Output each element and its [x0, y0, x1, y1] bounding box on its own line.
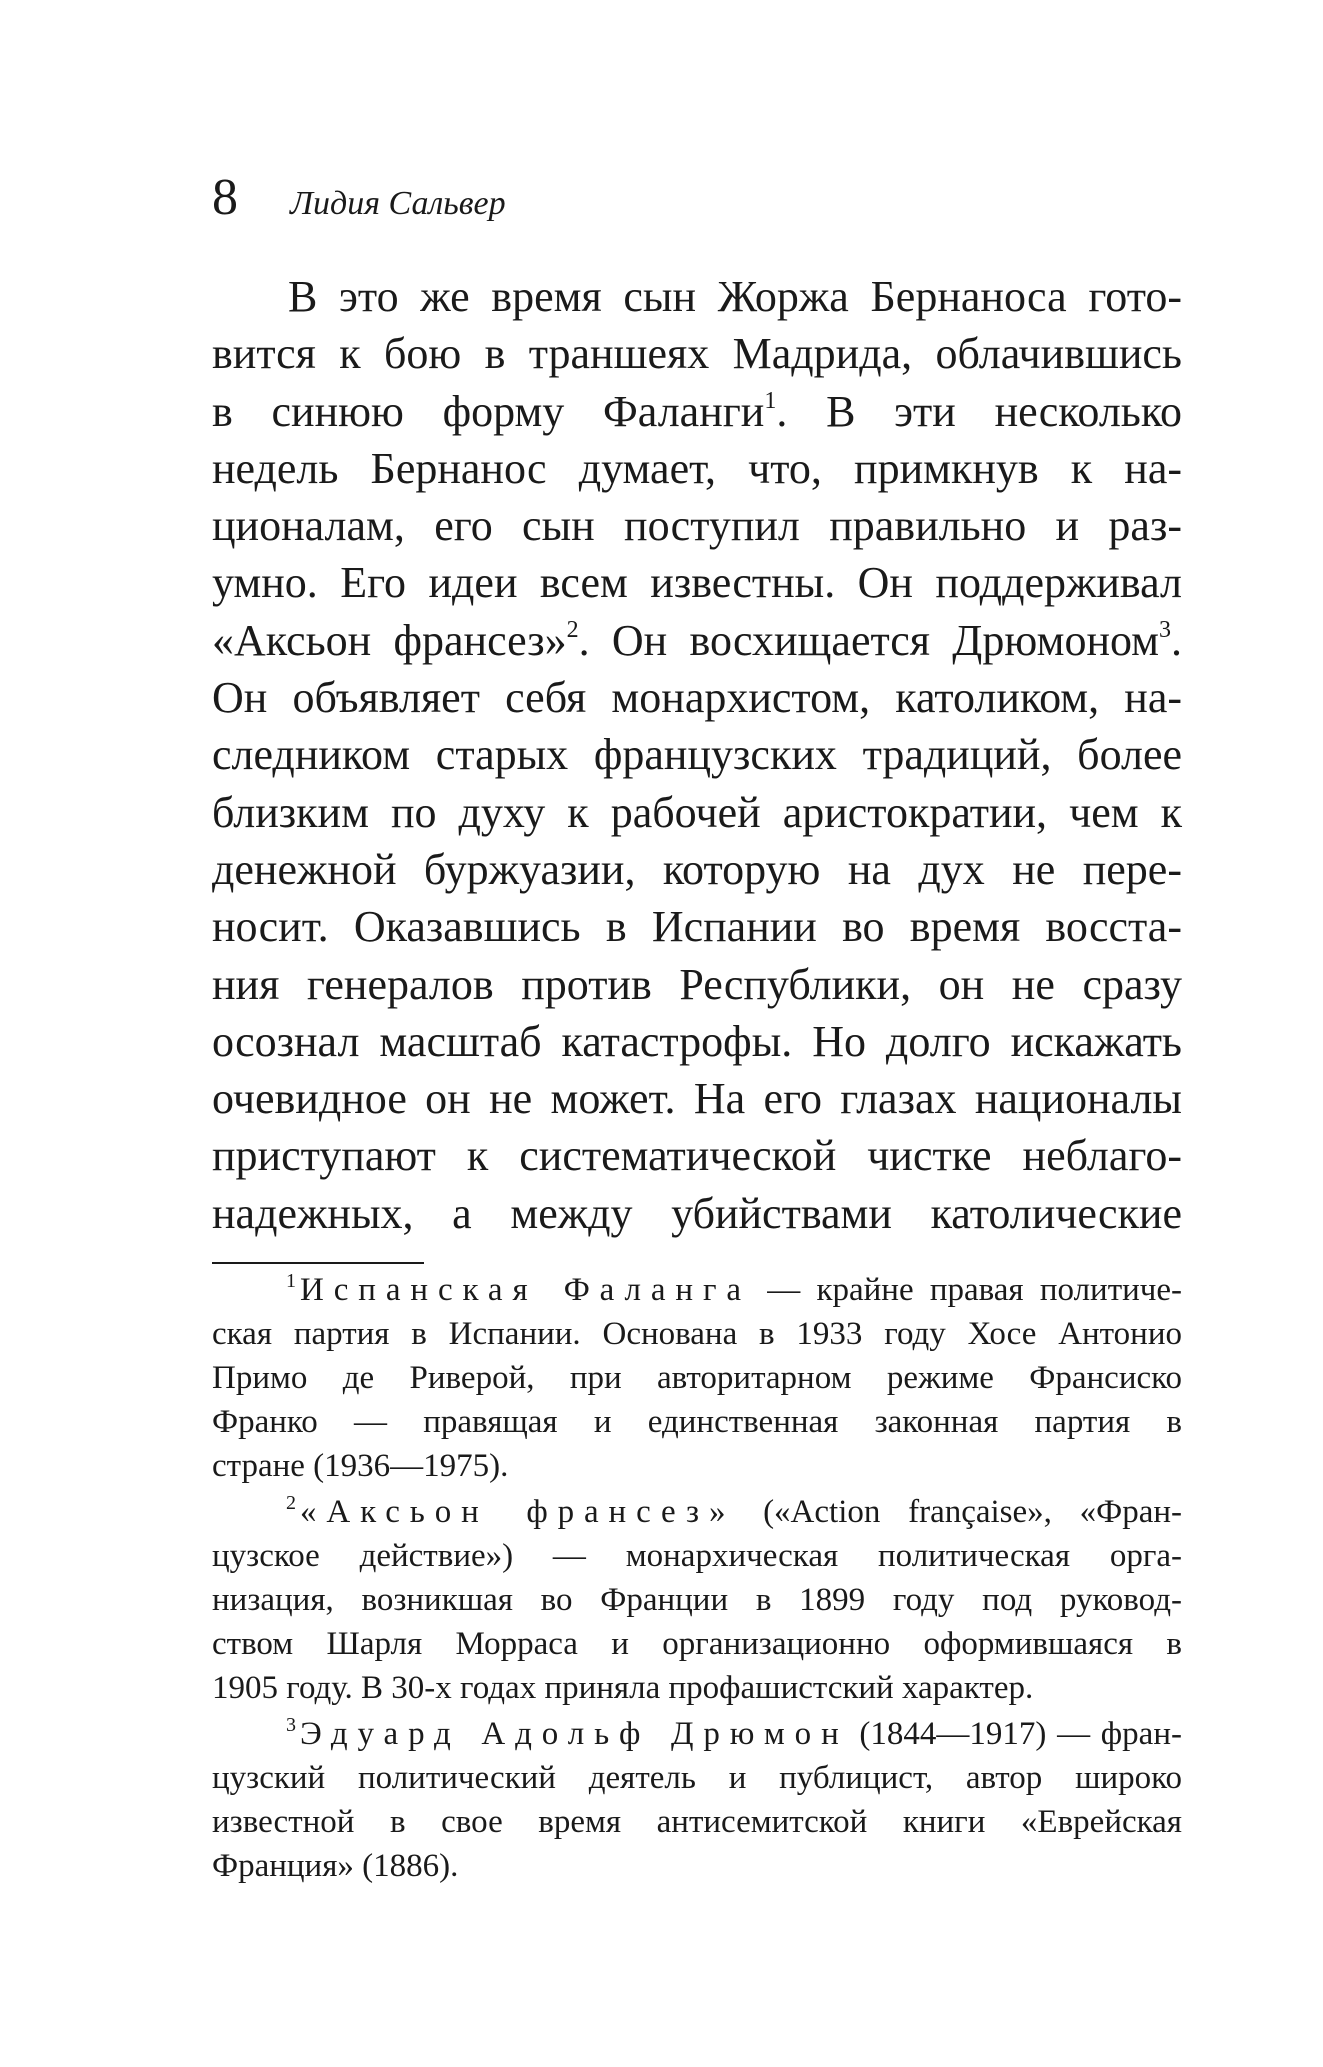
text-line: носит. Оказавшись в Испании во время восста-: [212, 902, 1182, 952]
footnote-line: цузское действие») — монархическая политическая орга-: [212, 1538, 1182, 1574]
text-line: денежной буржуазии, которую на дух не пере-: [212, 844, 1182, 894]
text-line: ния генералов против Республики, он не сразу: [212, 959, 1182, 1009]
footnote-line: известной в свое время антисемитской книги «Еврейская: [212, 1804, 1182, 1840]
text-line: ционалам, его сын поступил правильно и раз-: [212, 501, 1182, 551]
text-line: Он объявляет себя монархистом, католиком, на-: [212, 673, 1182, 723]
text-line: следником старых французских традиций, более: [212, 730, 1182, 780]
running-author: Лидия Сальвер: [290, 185, 506, 222]
footnote-2: [212, 1490, 1182, 1710]
main-text: [212, 268, 1182, 1242]
footnote-term: Испанская Фаланга: [300, 1272, 751, 1308]
footnote-line: 1905 году. В 30-х годах приняла профашистский характер.: [212, 1670, 1034, 1706]
footnote-term: Эдуард Адольф Дрюмон: [300, 1716, 849, 1752]
footnote-mark: 1: [286, 1270, 296, 1292]
footnote-line: $^3$ Эдуард Адольф Дрюмон (1844—1917) — фран-: [286, 1714, 1182, 1752]
footnote-term: «Аксьон франсез»: [300, 1494, 736, 1530]
text-line: близким по духу к рабочей аристократии, чем к: [212, 787, 1182, 837]
running-head: [212, 169, 506, 226]
text-line: недель Бернанос думает, что, примкнув к на-: [212, 443, 1182, 493]
footnote-line: низация, возникшая во Франции в 1899 году под руковод-: [212, 1582, 1182, 1618]
text-line: «Аксьон франсез»$^2$. Он восхищается Дрюмоном$^3$.: [212, 615, 1182, 665]
text-line: умно. Его идеи всем известны. Он поддерживал: [212, 558, 1182, 608]
footnote-3: [212, 1712, 1182, 1888]
page-number: 8: [212, 169, 238, 226]
footnote-ref: 3: [1159, 616, 1171, 643]
footnote-line: $^2$ «Аксьон франсез» («Action française», «Фран-: [286, 1492, 1182, 1530]
footnotes: [212, 1268, 1182, 1890]
text-line: осознал масштаб катастрофы. Но долго искажать: [212, 1016, 1182, 1066]
text-line: в синюю форму Фаланги$^1$. В эти несколько: [212, 386, 1182, 436]
footnote-line: ская партия в Испании. Основана в 1933 году Хосе Антонио: [212, 1316, 1182, 1352]
footnote-line: цузский политический деятель и публицист, автор широко: [212, 1760, 1182, 1796]
footnote-ref: 1: [764, 387, 777, 414]
footnote-line: ством Шарля Морраса и организационно оформившаяся в: [212, 1626, 1182, 1662]
text-line: надежных, а между убийствами католические: [212, 1188, 1182, 1238]
footnote-line: Примо де Риверой, при авторитарном режиме Франсиско: [212, 1360, 1182, 1396]
text-line: В это же время сын Жоржа Бернаноса гото-: [288, 272, 1182, 321]
text-line: вится к бою в траншеях Мадрида, облачившись: [212, 329, 1182, 379]
footnote-ref: 2: [566, 616, 579, 643]
text-line: приступают к систематической чистке неблаго-: [212, 1131, 1182, 1181]
footnote-line: $^1$ Испанская Фаланга — крайне правая политиче-: [286, 1270, 1183, 1308]
footnote-1: [212, 1268, 1182, 1488]
footnote-mark: 2: [286, 1492, 296, 1514]
footnote-mark: 3: [286, 1714, 296, 1736]
footnote-line: стране (1936—1975).: [212, 1448, 509, 1484]
footnote-line: Франко — правящая и единственная законная партия в: [212, 1404, 1182, 1440]
footnote-divider: [212, 1262, 424, 1264]
text-line: очевидное он не может. На его глазах националы: [212, 1074, 1182, 1124]
footnote-line: Франция» (1886).: [212, 1848, 459, 1884]
